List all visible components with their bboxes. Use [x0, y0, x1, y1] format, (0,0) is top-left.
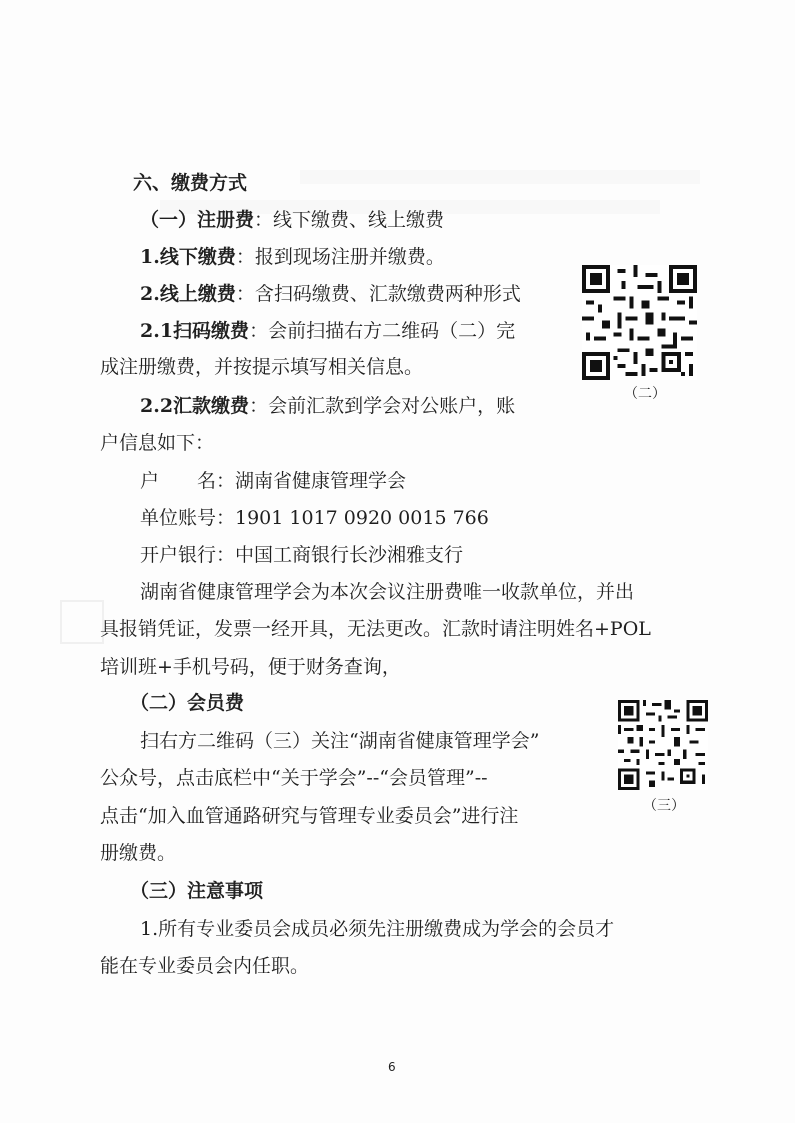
remittance-note-line-1: 湖南省健康管理学会为本次会议注册费唯一收款单位，并出 [140, 581, 635, 603]
account-name: 户 名：湖南省健康管理学会 [140, 470, 407, 492]
section-heading: 六、缴费方式 [133, 172, 248, 194]
notes-text-1: 1.所有专业委员会成员必须先注册缴费成为学会的会员才 [140, 918, 615, 940]
membership-text-4: 册缴费。 [100, 842, 177, 864]
membership-title: （二）会员费 [130, 692, 245, 714]
remit-text: ：会前汇款到学会对公账户，账 [249, 395, 516, 417]
registration-title-rest: ：线下缴费、线上缴费 [254, 209, 445, 231]
notes-text-2: 能在专业委员会内任职。 [100, 955, 310, 977]
scan-payment-line [140, 320, 515, 343]
qr-label-registration: （二） [624, 386, 666, 402]
scan-text-cont: 成注册缴费，并按提示填写相关信息。 [100, 356, 424, 378]
qr-label-membership: （三） [643, 798, 685, 814]
registration-title-line [140, 209, 444, 232]
bleed-through-mark [300, 170, 700, 184]
bleed-through-mark [60, 600, 104, 644]
offline-text: ：报到现场注册并缴费。 [235, 246, 445, 268]
qr-code-membership[interactable] [618, 700, 708, 790]
membership-text-2: 公众号，点击底栏中“关于学会”--“会员管理”-- [100, 767, 488, 789]
remit-label: 2.2汇款缴费 [140, 395, 250, 417]
remit-text-cont: 户信息如下： [100, 432, 215, 454]
qr-code-registration[interactable] [582, 265, 697, 380]
membership-text-1: 扫右方二维码（三）关注“湖南省健康管理学会” [140, 730, 540, 752]
account-number: 单位账号：1901 1017 0920 0015 766 [140, 507, 489, 529]
remit-payment-line [140, 395, 515, 418]
online-text: ：含扫码缴费、汇款缴费两种形式 [235, 283, 521, 305]
bank-name: 开户银行：中国工商银行长沙湘雅支行 [140, 544, 464, 566]
offline-label: 1.线下缴费 [140, 246, 236, 268]
offline-payment-line [140, 246, 445, 269]
qr-membership-icon [618, 700, 708, 790]
registration-title: （一）注册费 [140, 209, 255, 231]
membership-text-3: 点击“加入血管通路研究与管理专业委员会”进行注 [100, 805, 519, 827]
notes-title: （三）注意事项 [130, 880, 264, 902]
remittance-note-line-3: 培训班+手机号码，便于财务查询， [100, 656, 401, 678]
online-label: 2.线上缴费 [140, 283, 236, 305]
qr-registration-icon [582, 265, 697, 380]
remittance-note-line-2: 具报销凭证，发票一经开具，无法更改。汇款时请注明姓名+POL [100, 618, 651, 640]
online-payment-line [140, 283, 521, 306]
scan-text: ：会前扫描右方二维码（二）完 [249, 320, 516, 342]
page-number: 6 [388, 1060, 396, 1074]
scan-label: 2.1扫码缴费 [140, 320, 250, 342]
